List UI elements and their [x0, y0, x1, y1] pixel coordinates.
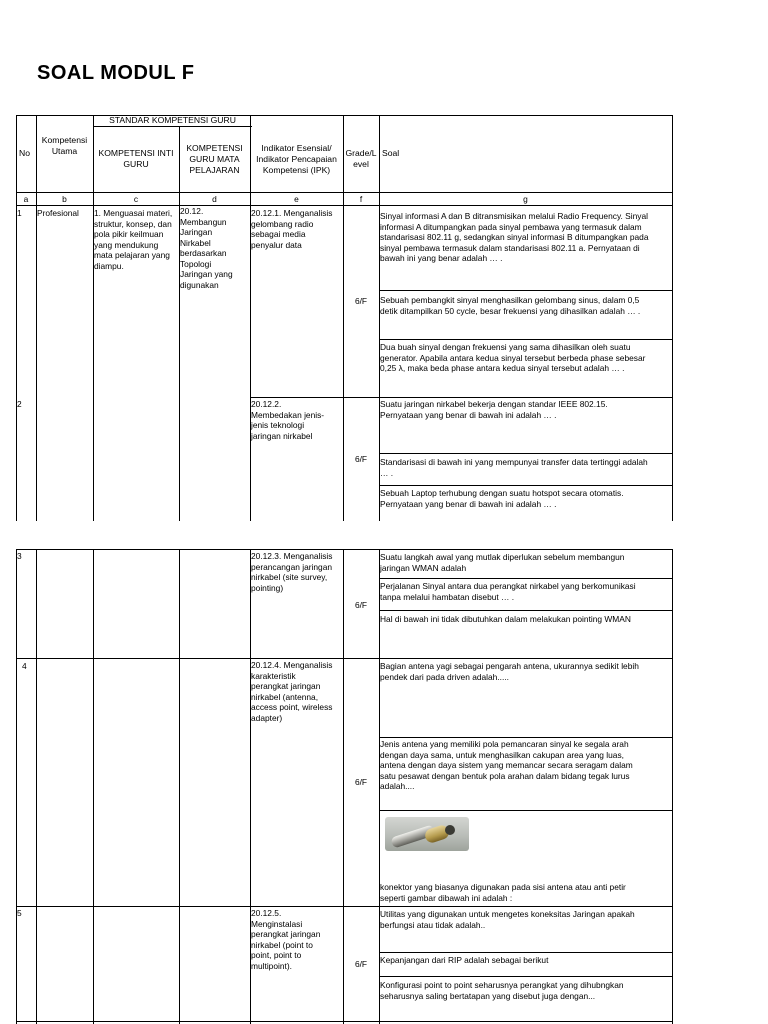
row-1-kompetensi-inti: 1. Menguasai materi, struktur, konsep, dan pola pikir keilmuan yang mendukung mata pelajaran yang diampu.	[94, 208, 173, 271]
row-2-question-1: Suatu jaringan nirkabel bekerja dengan standar IEEE 802.15. Pernyataan yang benar di bawah ini adalah … .	[380, 399, 608, 420]
row-2-question-2: Standarisasi di bawah ini yang mempunyai transfer data tertinggi adalah … .	[380, 457, 648, 478]
row-2-grade: 6/F	[354, 454, 368, 464]
row-4-question-3: konektor yang biasanya digunakan pada sisi antena atau anti petir seperti gambar dibawah ini adalah :	[380, 882, 626, 903]
row-1-question-1: Sinyal informasi A dan B ditransmisikan melalui Radio Frequency. Sinyal informasi A ditumpangkan pada sinyal pembawa yang termasuk dalam standarisasi 802.11 g, sedangkan sinyal informasi B ditumpangkan pada sinyal pembawa termasuk dalam standarisasi 802.11 a. Pernyataan di bawah ini yang benar adalah … .	[380, 211, 649, 263]
row-3-indikator: 20.12.3. Menganalisis perancangan jaringan nirkabel (site survey, pointing)	[251, 551, 333, 593]
row-4-grade: 6/F	[354, 777, 368, 787]
header-kompetensi-utama: Kompetensi Utama	[41, 135, 88, 156]
header-no: No	[19, 148, 30, 158]
row-2-indikator: 20.12.2. Membedakan jenis- jenis teknologi jaringan nirkabel	[251, 399, 325, 441]
header-soal: Soal	[382, 148, 400, 158]
row-2-no: 2	[17, 399, 22, 409]
row-5-grade: 6/F	[354, 959, 368, 969]
header-indikator: Indikator Esensial/ Indikator Pencapaian Kompetensi (IPK)	[256, 143, 337, 175]
row-3-question-3: Hal di bawah ini tidak dibutuhkan dalam melakukan pointing WMAN	[380, 614, 631, 624]
letter-b: b	[62, 194, 67, 204]
row-5-no: 5	[17, 908, 22, 918]
header-kompetensi-inti: KOMPETENSI INTI GURU	[98, 148, 174, 169]
row-2-question-3: Sebuah Laptop terhubung dengan suatu hotspot secara otomatis. Pernyataan yang benar di bawah ini adalah … .	[380, 488, 624, 509]
letter-e: e	[294, 194, 299, 204]
row-3-question-1: Suatu langkah awal yang mutlak diperlukan sebelum membangun jaringan WMAN adalah	[380, 552, 625, 573]
row-5-question-2: Kepanjangan dari RIP adalah sebagai berikut	[380, 955, 549, 965]
row-1-grade: 6/F	[354, 296, 368, 306]
row-3-no: 3	[17, 551, 22, 561]
row-1-kompetensi-utama: Profesional	[37, 208, 79, 218]
row-4-question-1: Bagian antena yagi sebagai pengarah antena, ukurannya sedikit lebih pendek dari pada driven adalah.....	[380, 661, 639, 682]
row-4-indikator: 20.12.4. Menganalisis karakteristik perangkat jaringan nirkabel (antenna, access point, wireless adapter)	[251, 660, 333, 723]
row-1-question-3: Dua buah sinyal dengan frekuensi yang sama dihasilkan oleh suatu generator. Apabila antara kedua sinyal tersebut berbeda phase sebesar 0,25 λ, maka beda phase antara kedua sinyal tersebut adalah … .	[380, 342, 646, 373]
row-1-kompetensi-mapel: 20.12. Membangun Jaringan Nirkabel berdasarkan Topologi Jaringan yang digunakan	[180, 206, 233, 290]
row-1-indikator: 20.12.1. Menganalisis gelombang radio sebagai media penyalur data	[251, 208, 333, 250]
row-1-no: 1	[17, 208, 22, 218]
letter-d: d	[212, 194, 217, 204]
letter-c: c	[133, 194, 139, 204]
header-standar-kompetensi: STANDAR KOMPETENSI GURU	[109, 115, 236, 125]
row-3-grade: 6/F	[354, 600, 368, 610]
document-title: SOAL MODUL F	[37, 62, 195, 84]
letter-g: g	[523, 194, 528, 204]
row-5-question-3: Konfigurasi point to point seharusnya perangkat yang dihubngkan seharusnya saling bertatapan yang disebut juga dengan...	[380, 980, 624, 1001]
row-5-indikator: 20.12.5. Menginstalasi perangkat jaringan nirkabel (point to point, point to multipoint).	[251, 908, 321, 971]
header-grade: Grade/L evel	[345, 148, 377, 169]
row-4-no: 4	[22, 661, 27, 671]
row-3-question-2: Perjalanan Sinyal antara dua perangkat nirkabel yang berkomunikasi tanpa melalui hambatan disebut … .	[380, 581, 636, 602]
row-5-question-1: Utilitas yang digunakan untuk mengetes koneksitas Jaringan apakah berfungsi atau tidak adalah..	[380, 909, 635, 930]
letter-f: f	[359, 194, 363, 204]
letter-a: a	[23, 194, 29, 204]
header-kompetensi-mapel: KOMPETENSI GURU MATA PELAJARAN	[186, 143, 243, 175]
row-1-question-2: Sebuah pembangkit sinyal menghasilkan gelombang sinus, dalam 0,5 detik ditampilkan 50 cycle, besar frekuensi yang dihasilkan adalah … .	[380, 295, 641, 316]
row-4-question-2: Jenis antena yang memiliki pola pemancaran sinyal ke segala arah dengan daya sama, untuk menghasilkan cakupan area yang luas, antena dengan daya sistem yang memancar secara seragam dalam satu pesawat dengan bentuk pola arahan dalam bidang tegak lurus adalah....	[380, 739, 633, 791]
antenna-connector-photo	[385, 817, 469, 851]
